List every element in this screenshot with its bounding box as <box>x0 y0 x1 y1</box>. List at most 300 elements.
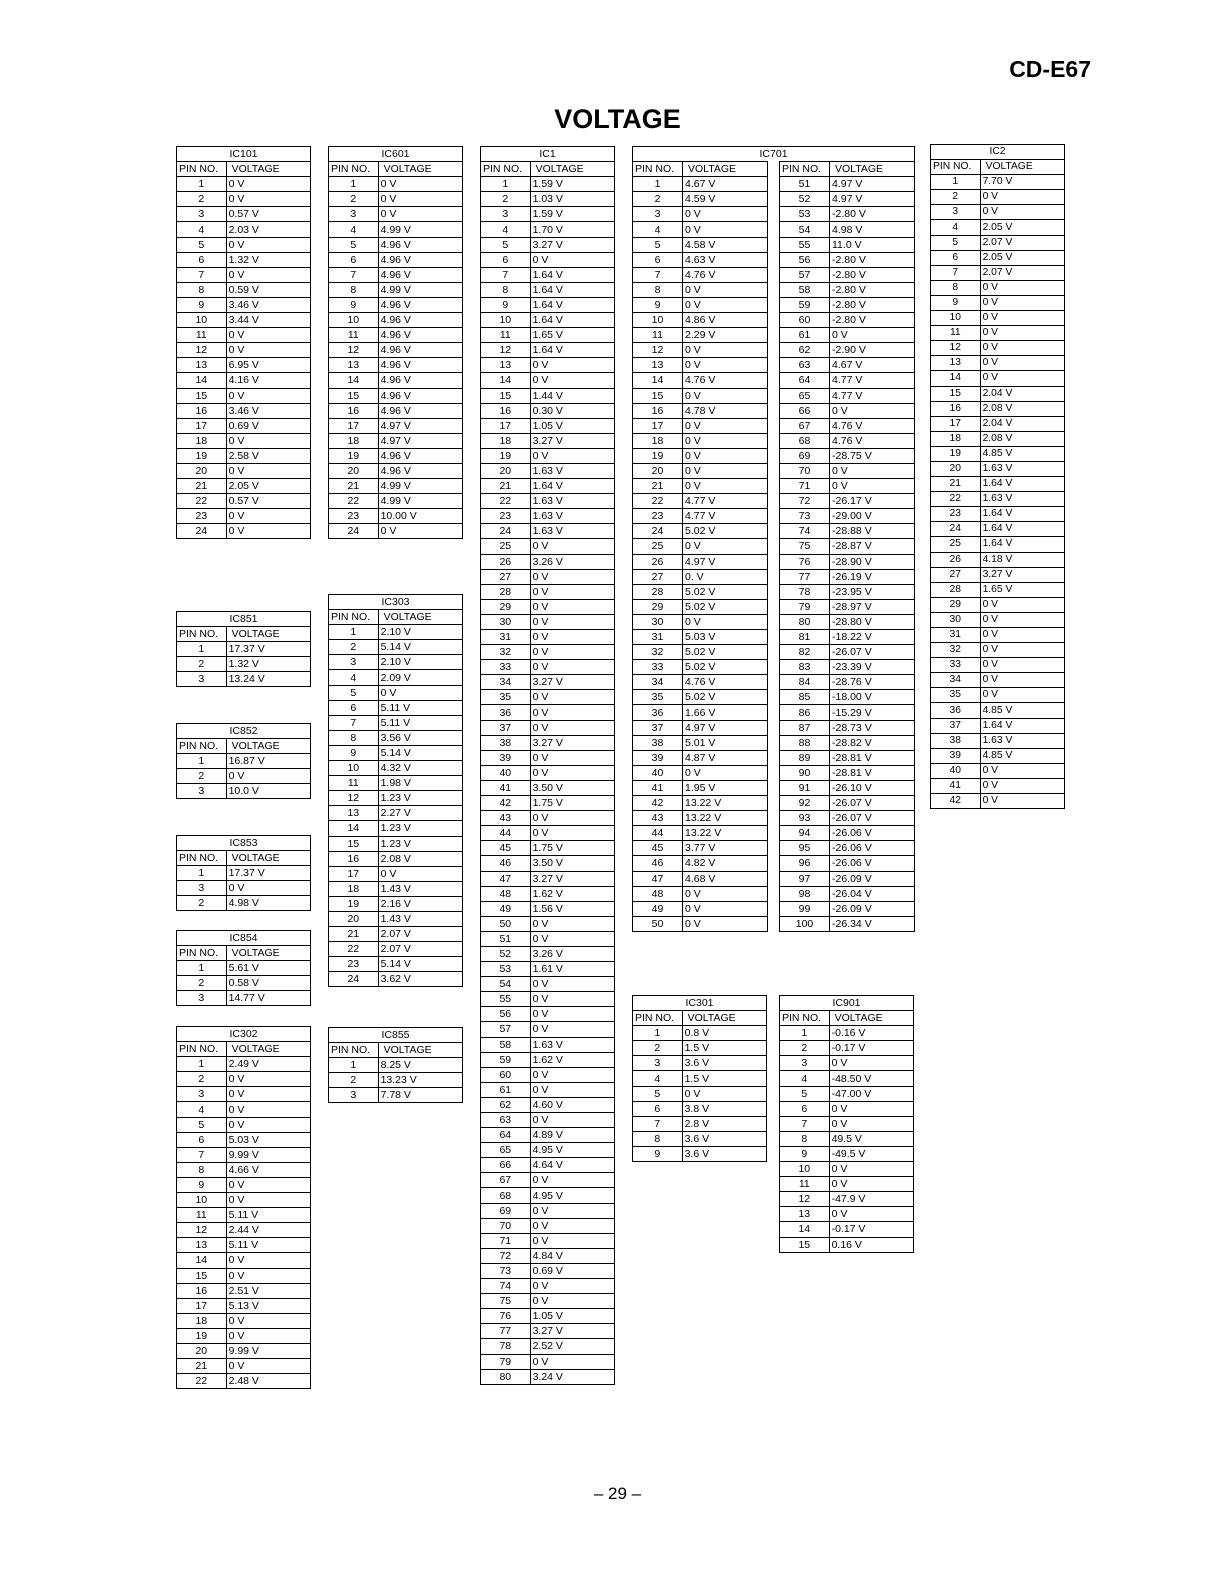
voltage-value: 3.44 V <box>226 313 310 328</box>
pin-header: PIN NO. <box>329 610 379 625</box>
pin-number: 1 <box>633 1026 683 1041</box>
voltage-value: 0 V <box>226 192 310 207</box>
voltage-value: 1.64 V <box>530 297 614 312</box>
pin-number: 30 <box>633 614 683 629</box>
voltage-value: 0 V <box>980 311 1064 326</box>
table-row <box>329 509 463 524</box>
pin-number: 80 <box>780 614 830 629</box>
table-row <box>481 826 615 841</box>
table-row <box>177 207 311 222</box>
voltage-table-ic901 <box>779 995 914 1253</box>
pin-number: 39 <box>633 750 683 765</box>
ic-name: IC701 <box>633 147 915 162</box>
pin-number: 21 <box>177 1359 227 1374</box>
table-row <box>633 343 915 358</box>
pin-number: 21 <box>931 477 981 492</box>
table-row <box>329 927 463 942</box>
voltage-value: 4.96 V <box>378 328 462 343</box>
pin-number: 13 <box>931 356 981 371</box>
pin-number: 8 <box>177 282 227 297</box>
pin-number: 48 <box>481 886 531 901</box>
ic-name: IC851 <box>177 612 311 627</box>
table-row <box>481 388 615 403</box>
pin-number: 19 <box>329 448 379 463</box>
voltage-value: 1.32 V <box>226 252 310 267</box>
table-row <box>633 524 915 539</box>
column-gap <box>768 282 780 297</box>
voltage-value: 0 V <box>530 1113 614 1128</box>
voltage-value: 4.77 V <box>683 494 768 509</box>
voltage-value: -28.76 V <box>830 675 915 690</box>
table-row <box>329 745 463 760</box>
voltage-value: 0 V <box>530 1203 614 1218</box>
column-gap <box>768 705 780 720</box>
column-gap <box>768 660 780 675</box>
table-row <box>329 207 463 222</box>
model-number: CD-E67 <box>1009 56 1091 82</box>
pin-number: 3 <box>177 991 227 1006</box>
voltage-value: 1.63 V <box>530 1037 614 1052</box>
pin-header: PIN NO. <box>633 1011 683 1026</box>
pin-number: 85 <box>780 690 830 705</box>
table-row <box>633 630 915 645</box>
pin-number: 3 <box>329 1088 379 1103</box>
voltage-value: 0 V <box>530 916 614 931</box>
table-row <box>177 222 311 237</box>
pin-number: 13 <box>780 1207 830 1222</box>
voltage-value: 4.98 V <box>830 222 915 237</box>
voltage-value: 1.63 V <box>530 494 614 509</box>
table-row <box>931 492 1065 507</box>
table-row <box>329 942 463 957</box>
column-gap <box>768 614 780 629</box>
table-row <box>481 1128 615 1143</box>
pin-number: 7 <box>177 267 227 282</box>
table-row <box>633 207 915 222</box>
column-gap <box>768 207 780 222</box>
pin-number: 72 <box>780 494 830 509</box>
pin-number: 18 <box>329 433 379 448</box>
table-row <box>481 509 615 524</box>
pin-number: 23 <box>329 509 379 524</box>
voltage-table-ic851 <box>176 611 311 687</box>
table-row <box>481 448 615 463</box>
column-gap <box>768 886 780 901</box>
column-gap <box>768 222 780 237</box>
pin-number: 1 <box>931 175 981 190</box>
table-row <box>329 358 463 373</box>
pin-number: 9 <box>780 1146 830 1161</box>
pin-number: 17 <box>177 418 227 433</box>
table-row <box>931 446 1065 461</box>
pin-number: 2 <box>177 976 227 991</box>
pin-number: 13 <box>177 358 227 373</box>
table-row <box>481 1188 615 1203</box>
voltage-value: 0 V <box>530 1082 614 1097</box>
pin-number: 71 <box>780 479 830 494</box>
pin-number: 92 <box>780 796 830 811</box>
pin-number: 74 <box>481 1279 531 1294</box>
voltage-value: 0 V <box>378 177 462 192</box>
table-row <box>329 670 463 685</box>
pin-number: 24 <box>329 524 379 539</box>
pin-number: 3 <box>481 207 531 222</box>
voltage-value: 14.77 V <box>226 991 310 1006</box>
table-row <box>481 1037 615 1052</box>
column-gap <box>768 645 780 660</box>
voltage-value: 0 V <box>530 705 614 720</box>
voltage-value: -47.00 V <box>829 1086 913 1101</box>
voltage-value: 1.64 V <box>980 718 1064 733</box>
voltage-value: 0 V <box>530 448 614 463</box>
pin-number: 20 <box>177 1343 227 1358</box>
pin-number: 39 <box>931 748 981 763</box>
voltage-value: -26.09 V <box>830 901 915 916</box>
table-row <box>481 1007 615 1022</box>
pin-number: 50 <box>481 916 531 931</box>
voltage-value: 4.76 V <box>830 433 915 448</box>
voltage-value: 3.56 V <box>378 730 462 745</box>
voltage-value: 2.48 V <box>226 1374 310 1389</box>
pin-number: 12 <box>780 1192 830 1207</box>
table-row <box>177 1223 311 1238</box>
pin-number: 16 <box>177 403 227 418</box>
table-row <box>633 313 915 328</box>
voltage-table-ic853 <box>176 835 311 911</box>
voltage-value: 0.59 V <box>226 282 310 297</box>
pin-number: 22 <box>177 494 227 509</box>
voltage-value: -26.10 V <box>830 780 915 795</box>
table-row <box>177 1313 311 1328</box>
table-row <box>780 1222 914 1237</box>
ic-name: IC1 <box>481 147 615 162</box>
voltage-value: 4.67 V <box>830 358 915 373</box>
table-row <box>633 1071 767 1086</box>
table-row <box>177 343 311 358</box>
pin-number: 91 <box>780 780 830 795</box>
voltage-value: 0 V <box>226 267 310 282</box>
voltage-value: -23.95 V <box>830 584 915 599</box>
column-gap <box>768 479 780 494</box>
table-row <box>931 431 1065 446</box>
table-row <box>481 1309 615 1324</box>
pin-number: 6 <box>633 252 683 267</box>
voltage-value: 49.5 V <box>829 1131 913 1146</box>
table-row <box>481 1324 615 1339</box>
voltage-header: VOLTAGE <box>683 162 768 177</box>
table-row <box>481 796 615 811</box>
pin-header: PIN NO. <box>177 1042 227 1057</box>
table-row <box>633 1056 767 1071</box>
pin-number: 67 <box>780 418 830 433</box>
table-row <box>329 343 463 358</box>
pin-number: 40 <box>931 763 981 778</box>
voltage-value: 0 V <box>226 1072 310 1087</box>
pin-number: 71 <box>481 1233 531 1248</box>
pin-number: 1 <box>780 1026 830 1041</box>
voltage-value: 0 V <box>683 463 768 478</box>
pin-number: 25 <box>481 539 531 554</box>
voltage-value: 17.37 V <box>226 642 310 657</box>
pin-number: 1 <box>177 177 227 192</box>
voltage-value: 1.64 V <box>980 477 1064 492</box>
voltage-value: 4.87 V <box>683 750 768 765</box>
table-row <box>177 784 311 799</box>
table-row <box>780 1177 914 1192</box>
column-gap <box>768 388 780 403</box>
voltage-value: 4.95 V <box>530 1143 614 1158</box>
table-row <box>481 433 615 448</box>
table-row <box>931 507 1065 522</box>
pin-number: 10 <box>633 313 683 328</box>
table-row <box>481 569 615 584</box>
pin-number: 15 <box>329 836 379 851</box>
voltage-value: 0 V <box>530 765 614 780</box>
pin-number: 26 <box>481 554 531 569</box>
pin-number: 6 <box>481 252 531 267</box>
voltage-value: 1.63 V <box>980 733 1064 748</box>
pin-number: 14 <box>329 373 379 388</box>
voltage-value: -0.17 V <box>829 1041 913 1056</box>
pin-number: 75 <box>481 1294 531 1309</box>
table-row <box>481 1143 615 1158</box>
table-row <box>633 373 915 388</box>
pin-number: 7 <box>780 1116 830 1131</box>
voltage-value: 1.63 V <box>980 492 1064 507</box>
voltage-value: 0 V <box>830 328 915 343</box>
ic-name: IC854 <box>177 931 311 946</box>
voltage-value: 2.10 V <box>378 655 462 670</box>
pin-number: 20 <box>633 463 683 478</box>
pin-number: 66 <box>780 403 830 418</box>
table-row <box>177 866 311 881</box>
pin-number: 21 <box>177 479 227 494</box>
table-row <box>329 463 463 478</box>
pin-number: 43 <box>481 811 531 826</box>
voltage-value: -28.73 V <box>830 720 915 735</box>
table-row <box>780 1116 914 1131</box>
table-row <box>177 177 311 192</box>
table-row <box>633 901 915 916</box>
voltage-header: VOLTAGE <box>378 610 462 625</box>
table-row <box>481 252 615 267</box>
voltage-table-ic2 <box>930 144 1065 809</box>
table-row <box>931 341 1065 356</box>
voltage-value: -2.90 V <box>830 343 915 358</box>
table-row <box>780 1146 914 1161</box>
table-row <box>931 658 1065 673</box>
table-row <box>931 205 1065 220</box>
pin-number: 74 <box>780 524 830 539</box>
voltage-value: 0 V <box>683 765 768 780</box>
pin-number: 2 <box>177 657 227 672</box>
pin-number: 1 <box>633 177 683 192</box>
pin-number: 23 <box>481 509 531 524</box>
table-row <box>481 780 615 795</box>
table-row <box>481 539 615 554</box>
voltage-value: 0 V <box>530 660 614 675</box>
table-row <box>780 1162 914 1177</box>
voltage-value: 4.76 V <box>683 373 768 388</box>
voltage-value: 0.69 V <box>226 418 310 433</box>
table-row <box>780 1237 914 1252</box>
voltage-value: 4.58 V <box>683 237 768 252</box>
pin-number: 35 <box>633 690 683 705</box>
pin-header: PIN NO. <box>177 627 227 642</box>
table-row <box>329 373 463 388</box>
voltage-value: 0 V <box>530 539 614 554</box>
voltage-value: 1.5 V <box>682 1071 766 1086</box>
table-row <box>931 371 1065 386</box>
pin-number: 5 <box>633 1086 683 1101</box>
pin-number: 87 <box>780 720 830 735</box>
table-row <box>329 715 463 730</box>
table-row <box>931 733 1065 748</box>
table-row <box>177 358 311 373</box>
voltage-value: -28.97 V <box>830 599 915 614</box>
pin-number: 9 <box>931 295 981 310</box>
voltage-value: 1.63 V <box>530 509 614 524</box>
voltage-value: 0 V <box>226 1117 310 1132</box>
voltage-value: 10.0 V <box>226 784 310 799</box>
column-gap <box>768 871 780 886</box>
voltage-value: 1.23 V <box>378 821 462 836</box>
pin-number: 8 <box>329 730 379 745</box>
voltage-value: 2.04 V <box>980 416 1064 431</box>
table-row <box>931 190 1065 205</box>
table-row <box>931 748 1065 763</box>
voltage-value: 4.96 V <box>378 463 462 478</box>
table-row <box>633 328 915 343</box>
table-row <box>177 976 311 991</box>
table-row <box>481 1158 615 1173</box>
pin-number: 61 <box>780 328 830 343</box>
pin-number: 37 <box>633 720 683 735</box>
voltage-value: 4.59 V <box>683 192 768 207</box>
pin-header: PIN NO. <box>329 162 379 177</box>
pin-number: 9 <box>329 745 379 760</box>
pin-number: 6 <box>633 1101 683 1116</box>
voltage-value: 0 V <box>683 418 768 433</box>
table-row <box>177 991 311 1006</box>
column-gap <box>768 780 780 795</box>
pin-number: 38 <box>633 735 683 750</box>
pin-number: 8 <box>329 282 379 297</box>
table-row <box>481 1218 615 1233</box>
pin-number: 3 <box>177 207 227 222</box>
table-row <box>177 313 311 328</box>
pin-number: 58 <box>780 282 830 297</box>
voltage-value: 3.46 V <box>226 297 310 312</box>
voltage-value: 3.6 V <box>682 1056 766 1071</box>
table-row <box>481 720 615 735</box>
table-row <box>329 655 463 670</box>
pin-number: 5 <box>177 1117 227 1132</box>
pin-number: 61 <box>481 1082 531 1097</box>
voltage-value: -26.06 V <box>830 841 915 856</box>
table-row <box>177 961 311 976</box>
table-row <box>633 252 915 267</box>
voltage-table-ic854 <box>176 930 311 1006</box>
table-row <box>481 630 615 645</box>
table-row <box>633 916 915 931</box>
table-row <box>177 282 311 297</box>
column-gap <box>768 584 780 599</box>
pin-number: 64 <box>481 1128 531 1143</box>
pin-number: 2 <box>780 1041 830 1056</box>
voltage-header: VOLTAGE <box>226 1042 310 1057</box>
pin-number: 54 <box>780 222 830 237</box>
voltage-value: 5.02 V <box>683 524 768 539</box>
pin-number: 9 <box>481 297 531 312</box>
pin-number: 45 <box>633 841 683 856</box>
voltage-value: 0 V <box>226 433 310 448</box>
pin-number: 78 <box>780 584 830 599</box>
ic-name: IC601 <box>329 147 463 162</box>
voltage-value: 0 V <box>226 769 310 784</box>
table-row <box>481 207 615 222</box>
table-row <box>633 388 915 403</box>
table-row <box>481 282 615 297</box>
pin-number: 31 <box>931 628 981 643</box>
pin-number: 25 <box>931 537 981 552</box>
voltage-value: 2.07 V <box>980 265 1064 280</box>
voltage-value: -2.80 V <box>830 252 915 267</box>
page-title: VOLTAGE <box>554 104 681 134</box>
voltage-value: 4.96 V <box>378 267 462 282</box>
pin-number: 3 <box>177 1087 227 1102</box>
pin-number: 67 <box>481 1173 531 1188</box>
pin-number: 11 <box>931 326 981 341</box>
pin-number: 16 <box>481 403 531 418</box>
voltage-value: 2.27 V <box>378 806 462 821</box>
pin-number: 2 <box>329 640 379 655</box>
voltage-value: 0 V <box>980 628 1064 643</box>
table-row <box>780 1207 914 1222</box>
table-row <box>177 524 311 539</box>
pin-number: 56 <box>780 252 830 267</box>
voltage-value: -18.00 V <box>830 690 915 705</box>
pin-number: 12 <box>177 343 227 358</box>
voltage-value: -26.06 V <box>830 856 915 871</box>
voltage-value: 0 V <box>378 524 462 539</box>
table-row <box>481 992 615 1007</box>
voltage-value: 0 V <box>980 794 1064 809</box>
table-row <box>329 403 463 418</box>
table-row <box>633 297 915 312</box>
voltage-value: 5.11 V <box>226 1238 310 1253</box>
voltage-value: 0 V <box>530 584 614 599</box>
pin-number: 14 <box>329 821 379 836</box>
table-row <box>329 1073 463 1088</box>
pin-number: 34 <box>481 675 531 690</box>
voltage-value: 1.63 V <box>980 461 1064 476</box>
voltage-value: 3.50 V <box>530 780 614 795</box>
voltage-value: 1.70 V <box>530 222 614 237</box>
pin-number: 44 <box>481 826 531 841</box>
voltage-value: 4.99 V <box>378 222 462 237</box>
table-row <box>633 554 915 569</box>
table-row <box>177 1359 311 1374</box>
pin-number: 54 <box>481 977 531 992</box>
voltage-value: 5.02 V <box>683 584 768 599</box>
column-gap <box>768 463 780 478</box>
voltage-value: 0 V <box>530 630 614 645</box>
voltage-value: 10.00 V <box>378 509 462 524</box>
table-row <box>329 222 463 237</box>
voltage-value: 1.64 V <box>980 507 1064 522</box>
column-gap <box>768 313 780 328</box>
